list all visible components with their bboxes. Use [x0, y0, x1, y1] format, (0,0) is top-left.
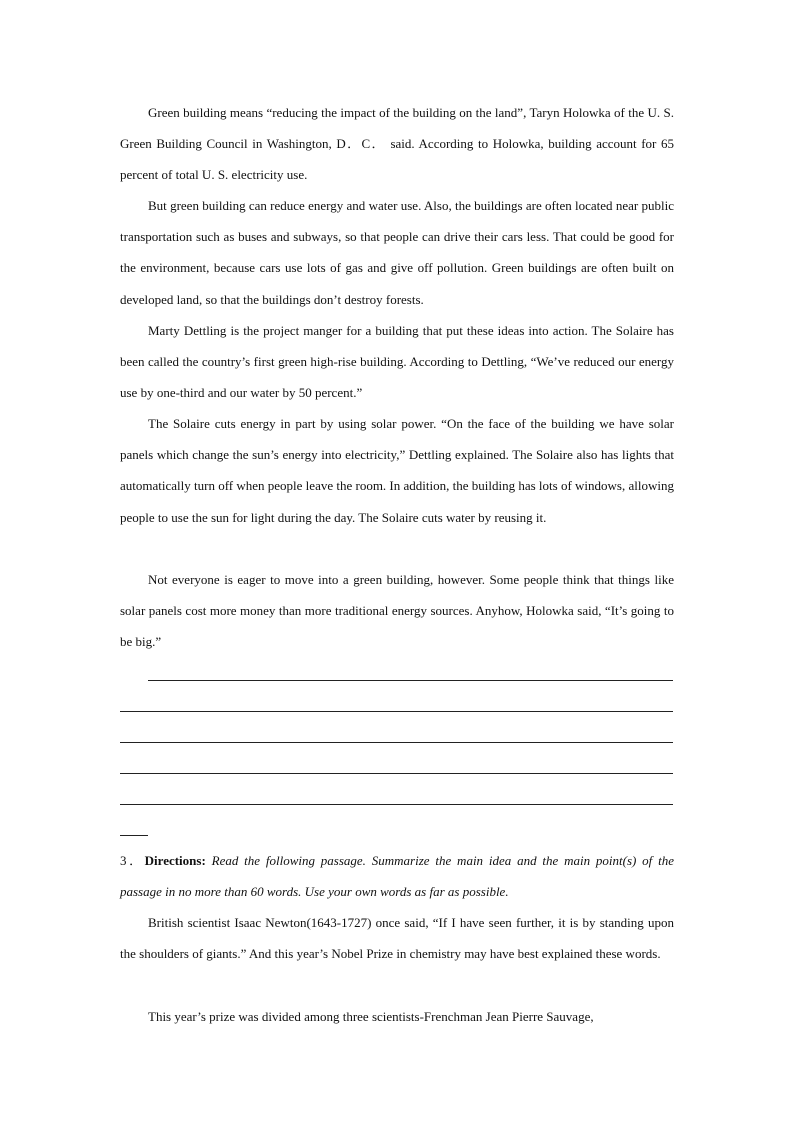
- answer-line-3[interactable]: [120, 742, 673, 743]
- passage1-paragraph-3: Marty Dettling is the project manger for a building that put these ideas into action. The Solaire has been called the country’s first green high-rise building. According to Dettling, “We’ve reduced our energy use by one-third and our water by 50 percent.”: [120, 323, 674, 401]
- answer-line-5[interactable]: [120, 804, 673, 805]
- passage2-paragraph-2: This year’s prize was divided among three scientists-Frenchman Jean Pierre Sauvage,: [148, 1009, 594, 1024]
- answer-line-4[interactable]: [120, 773, 673, 774]
- answer-line-6[interactable]: [120, 835, 148, 836]
- directions-label: Directions:: [144, 853, 206, 868]
- passage1-paragraph-2: But green building can reduce energy and water use. Also, the buildings are often located near public transportation such as buses and subways, so that people can drive their cars less. That could be good for the environment, because cars use lots of gas and give off pollution. Green buildings are often built on developed land, so that the buildings don’t destroy forests.: [120, 198, 674, 307]
- answer-line-1[interactable]: [148, 680, 673, 681]
- passage1-paragraph-1: Green building means “reducing the impact of the building on the land”, Taryn Holowka of the U. S. Green Building Council in Washington, D．C． said. According to Holowka, building account for 65 percent of total U. S. electricity use.: [120, 105, 674, 183]
- passage1-paragraph-4: The Solaire cuts energy in part by using solar power. “On the face of the building we have solar panels which change the sun’s energy into electricity,” Dettling explained. The Solaire also has lights that automatically turn off when people leave the room. In addition, the building has lots of windows, allowing people to use the sun for light during the day. The Solaire cuts water by reusing it.: [120, 416, 674, 525]
- question-number: 3．: [120, 853, 145, 868]
- passage2-paragraph-1: British scientist Isaac Newton(1643-1727) once said, “If I have seen further, it is by standing upon the shoulders of giants.” And this year’s Nobel Prize in chemistry may have best explained these words.: [120, 915, 674, 962]
- directions-instruction: Read the following passage. Summarize the main idea and the main point(s) of the passage in no more than 60 words. Use your own words as far as possible.: [120, 853, 674, 900]
- answer-line-2[interactable]: [120, 711, 673, 712]
- question-3-directions: [120, 845, 674, 907]
- passage1-paragraph-5: Not everyone is eager to move into a green building, however. Some people think that things like solar panels cost more money than more traditional energy sources. Anyhow, Holowka said, “It’s going to be big.”: [120, 572, 674, 650]
